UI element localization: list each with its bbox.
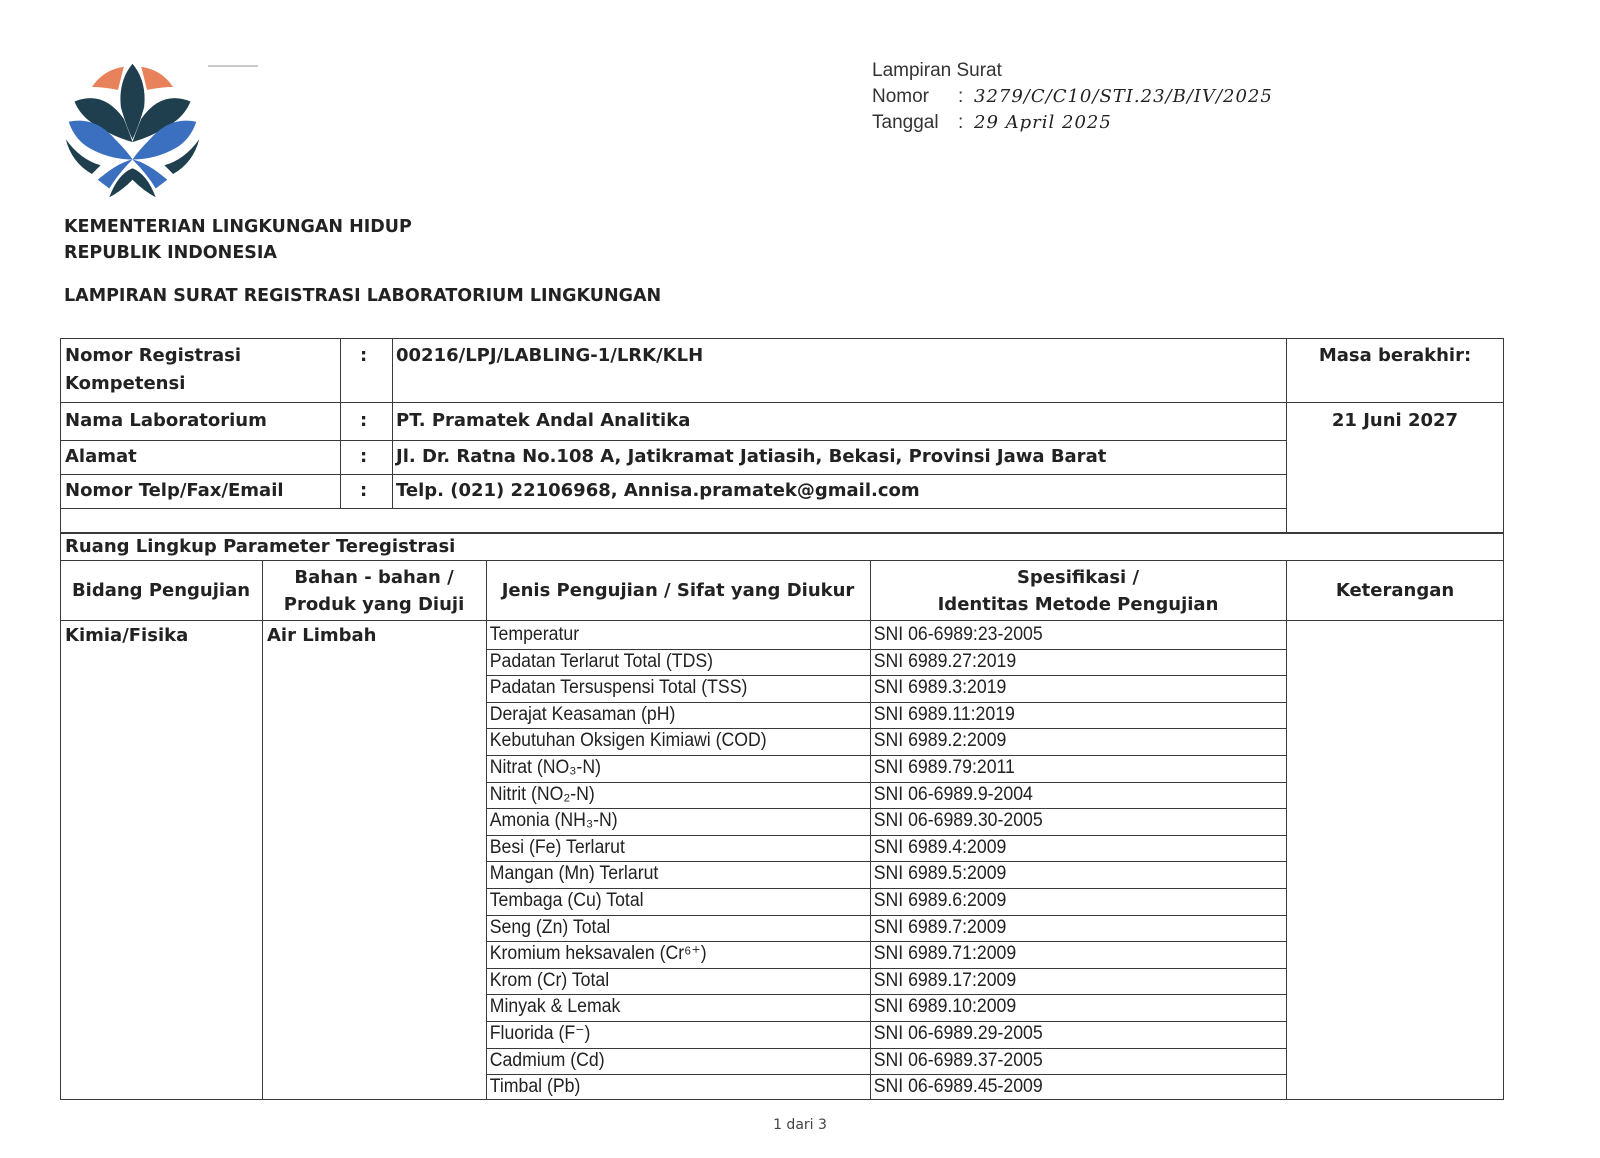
parameter-method: SNI 06-6989:23-2005	[873, 624, 1043, 645]
column-header-keterangan: Keterangan	[1335, 579, 1455, 601]
parameter-method: SNI 6989.4:2009	[873, 836, 1007, 858]
parameter-name: Temperatur	[489, 624, 580, 645]
parameter-row	[486, 994, 1286, 1020]
row-divider	[486, 861, 1286, 862]
parameter-name: Amonia (NH₃-N)	[489, 810, 618, 832]
divider	[340, 338, 341, 508]
parameter-row	[486, 915, 1286, 941]
parameter-name: Nitrit (NO₂-N)	[489, 783, 595, 805]
column-header-line: Spesifikasi /	[1016, 567, 1140, 588]
row-divider	[486, 1074, 1286, 1075]
tanggal-value: 29 April 2025	[974, 112, 1112, 133]
info-value-registration: 00216/LPJ/LABLING-1/LRK/KLH	[396, 345, 704, 366]
nomor-label: Nomor	[872, 86, 930, 107]
column-header-bidang: Bidang Pengujian	[71, 579, 251, 601]
parameter-row	[486, 782, 1286, 808]
parameter-name: Padatan Terlarut Total (TDS)	[489, 650, 714, 672]
divider	[60, 440, 1286, 441]
parameter-method: SNI 6989.17:2009	[873, 969, 1017, 991]
info-label-contact: Nomor Telp/Fax/Email	[65, 480, 284, 501]
info-label-address: Alamat	[65, 446, 137, 467]
row-divider	[486, 994, 1286, 995]
parameter-method: SNI 6989.10:2009	[873, 996, 1017, 1018]
row-divider	[486, 728, 1286, 729]
info-label-line: Kompetensi	[65, 373, 186, 394]
parameter-row	[486, 1048, 1286, 1074]
column-header-jenis: Jenis Pengujian / Sifat yang Diukur	[501, 579, 855, 601]
parameter-method: SNI 06-6989.37-2005	[873, 1049, 1043, 1071]
info-separator: :	[360, 446, 368, 467]
info-label-registration	[65, 342, 241, 398]
ministry-name	[64, 214, 412, 266]
parameter-name: Kebutuhan Oksigen Kimiawi (COD)	[489, 730, 767, 752]
info-label-lab-name: Nama Laboratorium	[65, 410, 267, 431]
row-divider	[486, 782, 1286, 783]
parameter-name: Cadmium (Cd)	[489, 1049, 605, 1071]
letter-reference	[872, 58, 1273, 136]
parameter-name: Fluorida (F⁻)	[489, 1023, 591, 1044]
bidang-value: Kimia/Fisika	[65, 625, 189, 646]
divider	[60, 402, 1504, 403]
expiry-date: 21 Juni 2027	[1331, 410, 1459, 431]
parameter-row	[486, 622, 1286, 648]
divider	[60, 508, 1286, 509]
parameter-row	[486, 649, 1286, 675]
page-number: 1 dari 3	[773, 1117, 827, 1133]
ministry-line-1: KEMENTERIAN LINGKUNGAN HIDUP	[64, 217, 412, 237]
nomor-separator: :	[958, 86, 964, 107]
letter-ref-heading: Lampiran Surat	[872, 60, 1002, 81]
parameter-name: Padatan Tersuspensi Total (TSS)	[489, 677, 748, 699]
row-divider	[486, 968, 1286, 969]
parameter-row	[486, 941, 1286, 967]
parameter-method: SNI 6989.71:2009	[873, 943, 1017, 965]
parameter-name: Besi (Fe) Terlarut	[489, 836, 625, 858]
row-divider	[486, 941, 1286, 942]
parameter-method: SNI 06-6989.30-2005	[873, 810, 1043, 832]
parameter-name: Krom (Cr) Total	[489, 969, 610, 991]
parameter-name: Mangan (Mn) Terlarut	[489, 863, 659, 885]
parameter-row	[486, 702, 1286, 728]
divider	[60, 474, 1286, 475]
parameter-name: Derajat Keasaman (pH)	[489, 703, 676, 725]
info-separator: :	[360, 480, 368, 501]
row-divider	[486, 649, 1286, 650]
row-divider	[486, 1021, 1286, 1022]
parameter-row	[486, 808, 1286, 834]
column-header-bahan	[262, 564, 486, 618]
parameter-method: SNI 6989.2:2009	[873, 730, 1007, 752]
parameter-row	[486, 835, 1286, 861]
nomor-value: 3279/C/C10/STI.23/B/IV/2025	[974, 86, 1273, 107]
row-divider	[486, 808, 1286, 809]
column-header-line: Identitas Metode Pengujian	[937, 594, 1219, 615]
parameter-method: SNI 6989.3:2019	[873, 677, 1007, 699]
row-divider	[486, 755, 1286, 756]
column-header-line: Bahan - bahan /	[294, 567, 454, 588]
row-divider	[486, 835, 1286, 836]
parameter-name: Nitrat (NO₃-N)	[489, 757, 601, 778]
parameter-row	[486, 968, 1286, 994]
info-separator: :	[360, 410, 368, 431]
info-value-contact: Telp. (021) 22106968, Annisa.pramatek@gmail.com	[396, 480, 920, 501]
ministry-logo-icon	[60, 58, 205, 203]
parameter-method: SNI 6989.7:2009	[873, 916, 1007, 938]
parameter-name: Timbal (Pb)	[489, 1076, 581, 1098]
parameter-method: SNI 06-6989.9-2004	[873, 783, 1033, 805]
scope-title: Ruang Lingkup Parameter Teregistrasi	[65, 536, 456, 557]
parameter-name: Kromium heksavalen (Cr⁶⁺)	[489, 943, 707, 965]
column-header-spesifikasi	[870, 564, 1286, 618]
divider	[60, 620, 1504, 621]
row-divider	[486, 915, 1286, 916]
info-label-line: Nomor Registrasi	[65, 345, 242, 366]
parameter-name: Seng (Zn) Total	[489, 916, 611, 938]
parameter-row	[486, 861, 1286, 887]
parameter-method: SNI 6989.5:2009	[873, 863, 1007, 885]
parameter-method: SNI 6989.6:2009	[873, 890, 1007, 911]
info-value-lab-name: PT. Pramatek Andal Analitika	[396, 410, 691, 431]
bahan-value: Air Limbah	[267, 625, 377, 646]
row-divider	[486, 702, 1286, 703]
parameter-row	[486, 675, 1286, 701]
ministry-line-2: REPUBLIK INDONESIA	[64, 243, 277, 263]
parameter-name: Minyak & Lemak	[489, 996, 621, 1018]
parameter-row	[486, 755, 1286, 781]
expiry-label: Masa berakhir:	[1318, 345, 1472, 366]
row-divider	[486, 1048, 1286, 1049]
parameter-method: SNI 06-6989.29-2005	[873, 1023, 1043, 1044]
column-header-line: Produk yang Diuji	[283, 594, 465, 615]
info-value-address: Jl. Dr. Ratna No.108 A, Jatikramat Jatiasih, Bekasi, Provinsi Jawa Barat	[396, 446, 1107, 467]
parameter-row	[486, 888, 1286, 914]
parameter-name: Tembaga (Cu) Total	[489, 890, 644, 911]
divider	[392, 338, 393, 508]
parameter-row	[486, 1074, 1286, 1100]
tanggal-label: Tanggal	[872, 112, 939, 133]
parameter-method: SNI 6989.79:2011	[873, 757, 1015, 778]
parameter-row	[486, 1021, 1286, 1047]
parameter-method: SNI 06-6989.45-2009	[873, 1076, 1043, 1098]
document-title: LAMPIRAN SURAT REGISTRASI LABORATORIUM LINGKUNGAN	[64, 286, 662, 306]
divider	[1286, 560, 1287, 1100]
parameter-method: SNI 6989.27:2019	[873, 650, 1017, 672]
decorative-line	[208, 65, 258, 67]
row-divider	[486, 675, 1286, 676]
divider	[262, 560, 263, 1100]
row-divider	[486, 888, 1286, 889]
info-separator: :	[360, 345, 368, 366]
parameter-row	[486, 728, 1286, 754]
parameter-method: SNI 6989.11:2019	[873, 703, 1015, 725]
tanggal-separator: :	[958, 112, 964, 133]
